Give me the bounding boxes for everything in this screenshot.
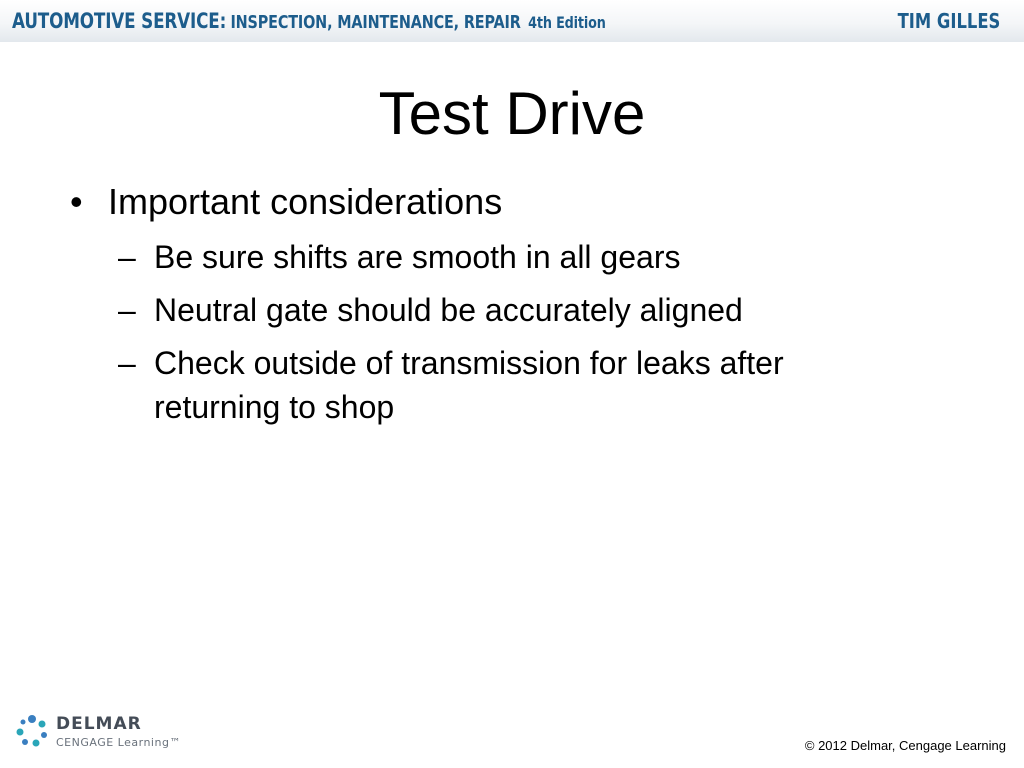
book-brand: AUTOMOTIVE SERVICE: bbox=[12, 9, 227, 33]
bullet-item bbox=[70, 180, 502, 224]
bullet-marker: • bbox=[70, 181, 83, 222]
sub-bullet-item bbox=[118, 288, 918, 332]
slide-title: Test Drive bbox=[378, 80, 646, 147]
logo-name: DELMAR bbox=[56, 714, 142, 734]
logo-tagline bbox=[56, 736, 181, 749]
sub-bullet-marker: – bbox=[118, 239, 136, 275]
book-subtitle: INSPECTION, MAINTENANCE, REPAIR bbox=[230, 12, 521, 33]
sub-bullet-list bbox=[118, 235, 918, 438]
book-title bbox=[12, 9, 606, 33]
sub-bullet-text: Neutral gate should be accurately aligned bbox=[154, 292, 743, 328]
delmar-cengage-logo bbox=[14, 713, 194, 755]
book-edition: 4th Edition bbox=[528, 13, 606, 32]
sub-bullet-item bbox=[118, 341, 918, 429]
copyright-notice: © 2012 Delmar, Cengage Learning bbox=[804, 738, 1006, 753]
sub-bullet-text: Check outside of transmission for leaks after returning to shop bbox=[154, 345, 784, 425]
header-banner bbox=[0, 0, 1024, 42]
sub-bullet-marker: – bbox=[118, 292, 136, 328]
logo-trademark: ™ bbox=[169, 736, 181, 749]
bullet-text: Important considerations bbox=[108, 181, 503, 222]
book-author: TIM GILLES bbox=[897, 9, 1000, 33]
sub-bullet-text: Be sure shifts are smooth in all gears bbox=[154, 239, 681, 275]
sub-bullet-item bbox=[118, 235, 918, 279]
logo-tagline-text: CENGAGE Learning bbox=[56, 736, 170, 749]
sub-bullet-marker: – bbox=[118, 345, 136, 381]
delmar-pinwheel-logo-icon bbox=[14, 713, 50, 749]
